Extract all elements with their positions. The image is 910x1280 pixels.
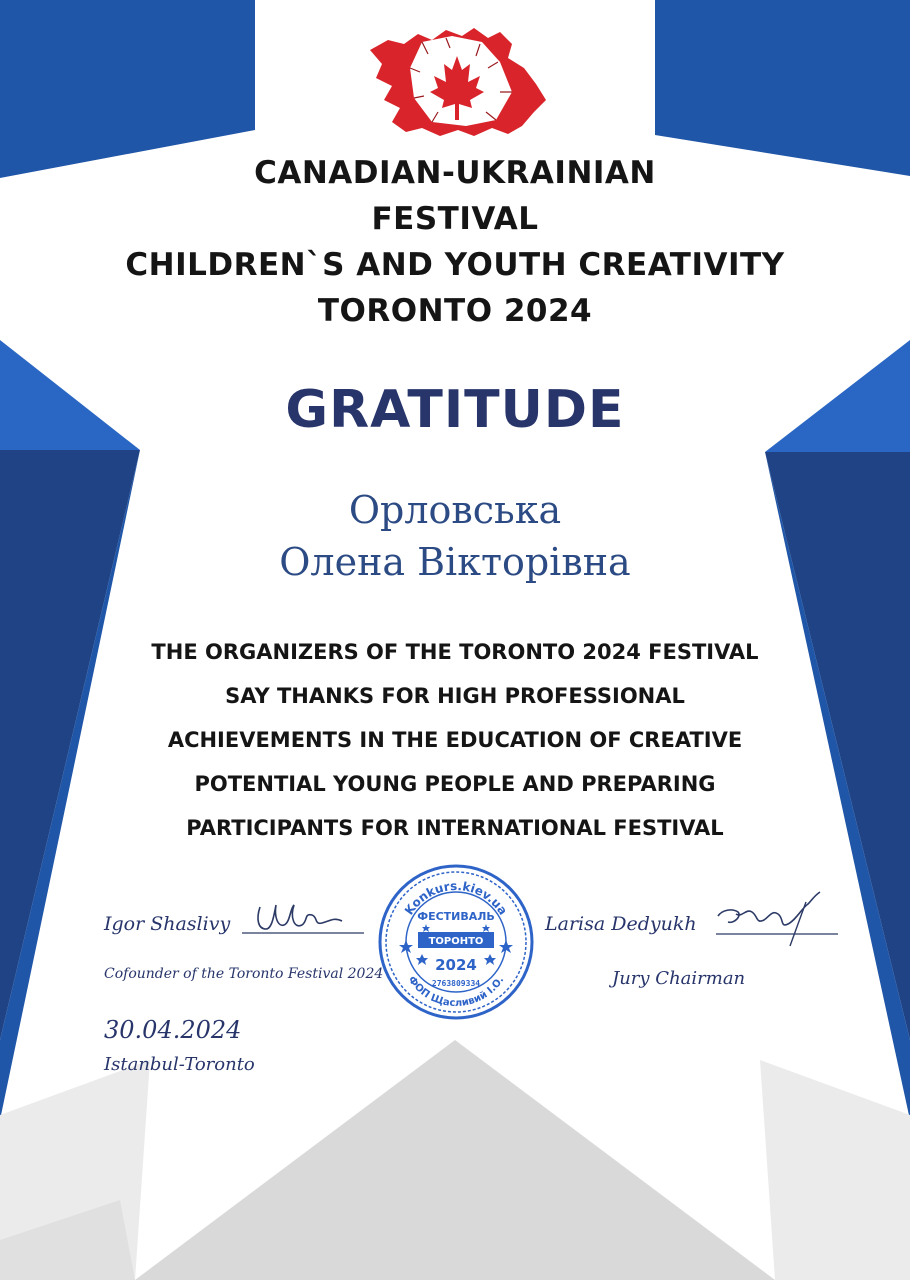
festival-stamp (376, 862, 536, 1022)
stamp-city: ТОРОНТО (428, 936, 484, 947)
certificate-title: GRATITUDE (285, 380, 625, 440)
right-signatory-role: Jury Chairman (612, 968, 746, 989)
canada-maple-leaf-map-icon (362, 22, 548, 152)
body-line: THE ORGANIZERS OF THE TORONTO 2024 FESTIVAL (151, 640, 759, 664)
recipient-given-names: Олена Вікторівна (279, 540, 631, 584)
gratitude-text (110, 630, 800, 850)
stamp-festival: ФЕСТИВАЛЬ (417, 910, 495, 923)
issue-date: 30.04.2024 (104, 1016, 242, 1044)
header-line: CHILDREN`S AND YOUTH CREATIVITY (125, 247, 785, 283)
right-handwritten-signature (712, 888, 840, 948)
stamp-url: Konkurs.kiev.ua (401, 878, 511, 918)
body-line: PARTICIPANTS FOR INTERNATIONAL FESTIVAL (186, 816, 724, 840)
stamp-code: 2763809334 (431, 979, 481, 988)
left-handwritten-signature (238, 895, 366, 945)
issue-place: Istanbul-Toronto (104, 1054, 255, 1075)
body-line: POTENTIAL YOUNG PEOPLE AND PREPARING (194, 772, 716, 796)
header-line: TORONTO 2024 (317, 293, 593, 329)
body-line: SAY THANKS FOR HIGH PROFESSIONAL (225, 684, 685, 708)
body-line: ACHIEVEMENTS IN THE EDUCATION OF CREATIVE (167, 728, 743, 752)
festival-header (0, 150, 910, 334)
recipient-name (0, 484, 910, 588)
header-line: CANADIAN-UKRAINIAN (254, 155, 656, 191)
left-signatory-role: Cofounder of the Toronto Festival 2024 (104, 966, 384, 982)
left-signatory-name: Igor Shaslivy (104, 913, 231, 935)
recipient-surname: Орловська (348, 488, 562, 532)
stamp-year: 2024 (435, 956, 477, 974)
right-signatory-name: Larisa Dedyukh (545, 913, 697, 935)
stamp-owner: ФОП Щасливий І.О. (405, 974, 507, 1010)
header-line: FESTIVAL (371, 201, 539, 237)
